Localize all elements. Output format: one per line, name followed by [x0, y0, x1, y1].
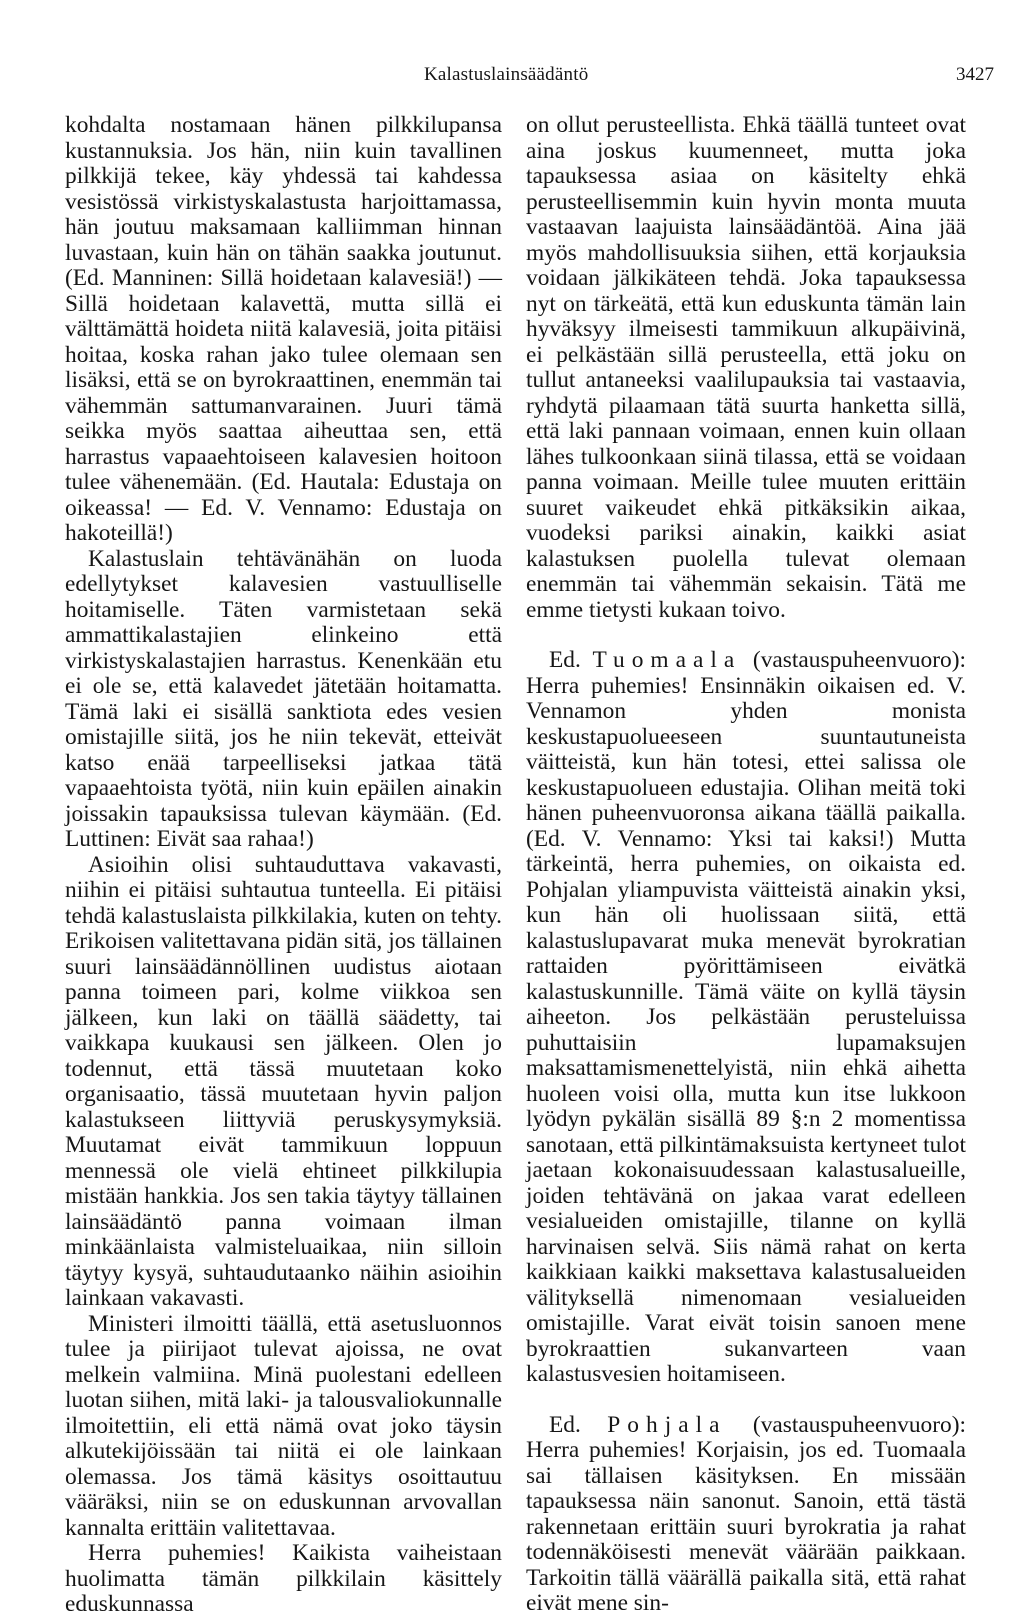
running-title: Kalastuslainsäädäntö	[424, 64, 589, 85]
page-number: 3427	[956, 64, 994, 85]
speech-pohjala	[526, 1413, 966, 1617]
speech-prefix: Ed.	[549, 1411, 608, 1438]
paragraph: Asioihin olisi suhtauduttava vakavasti, niihin ei pitäisi suhtautua tunteella. Ei pitäisi tehdä kalastuslaista pilkkilakia, kuten on tehty. Erikoisen valitettavana pidän sitä, jos tällainen suuri lainsäädännöllinen uudistus aiotaan panna toimeen pari, kolme viikkoa sen jälkeen, kun laki on täällä säädetty, tai vaikkapa kuukausi sen jälkeen. Olen jo todennut, että tässä muutetaan koko organisaatio, tässä muutetaan hyvin paljon kalastukseen liittyviä peruskysymyksiä. Muutamat eivät tammikuun loppuun mennessä ole vielä ehtineet pilkkilupia mistään hankkia. Jos sen takia täytyy tällainen lainsäädäntö panna voimaan ilman minkäänlaista valmisteluaikaa, niin silloin täytyy kysyä, suhtaudutaanko näihin asioihin lainkaan vakavasti.	[65, 851, 502, 1311]
paragraph: Kalastuslain tehtävänähän on luoda edellytykset kalavesien vastuulliselle hoitamiselle. Täten varmistetaan sekä ammattikalastajien elinkeino että virkistyskalastajien harrastus. Kenenkään etu ei ole se, että kalavedet jätetään hoitamatta. Tämä laki ei sisällä sanktiota edes vesien omistajille siitä, jos he niin tekevät, etteivät katso enää tarpeelliseksi jatkaa tätä vapaaehtoista työtä, niin kuin epäilen ainakin joissakin tapauksissa tulevan käymään. (Ed. Luttinen: Eivät saa rahaa!)	[65, 545, 502, 852]
paragraph: Ministeri ilmoitti täällä, että asetusluonnos tulee ja piirijaot tulevat ajoissa, ne ovat melkein valmiina. Minä puolestani edelleen luotan siihen, mitä laki- ja talousvaliokunnalle ilmoitettiin, eli että nämä ovat joko täysin alkutekijöissään tai niitä ei ole lainkaan olemassa. Jos tämä käsitys osoittautuu vääräksi, niin se on eduskunnan arvovallan kannalta erittäin valitettavaa.	[65, 1310, 502, 1541]
speaker-name: Pohjala	[607, 1411, 727, 1438]
paragraph: Herra puhemies! Kaikista vaiheistaan huolimatta tämän pilkkilain käsittely eduskunnassa	[65, 1540, 502, 1617]
paragraph: kohdalta nostamaan hänen pilkkilupansa kustannuksia. Jos hän, niin kuin tavallinen pilkkijä tekee, käy yhdessä tai kahdessa vesistössä virkistyskalastusta harjoittamassa, hän joutuu maksamaan kalliimman hinnan luvastaan, kuin hän on tähän saakka joutunut. (Ed. Manninen: Sillä hoidetaan kalavesiä!) — Sillä hoidetaan kalavettä, mutta sillä ei välttämättä hoideta niitä kalavesiä, joita pitäisi hoitaa, koska rahan jako tulee olemaan sen lisäksi, että se on byrokraattinen, enemmän tai vähemmän sattumanvarainen. Juuri tämä seikka myös saattaa aiheuttaa sen, että harrastus vapaaehtoiseen kalavesien hoitoon tulee vähenemään. (Ed. Hautala: Edustaja on oikeassa! — Ed. V. Vennamo: Edustaja on hakoteillä!)	[65, 112, 502, 546]
running-header	[0, 64, 1024, 88]
right-column	[526, 113, 966, 1617]
left-column	[65, 113, 502, 1618]
speech-text: (vastauspuheenvuoro): Herra puhemies! Korjaisin, jos ed. Tuomaala sai tällaisen käsityksen. En missään tapauksessa näin sanonut. Sanoin, että tästä rakennetaan erittäin suuri byrokratia ja rahat todennäköisesti menevät väärään paikkaan. Tarkoitin tällä väärällä paikalla sitä, että rahat eivät mene sin-	[526, 1411, 966, 1616]
speech-prefix: Ed.	[549, 647, 593, 673]
paragraph: on ollut perusteellista. Ehkä täällä tunteet ovat aina joskus kuumenneet, mutta joka tapauksessa asiaa on käsitelty ehkä perusteellisemmin kuin hyvin monta muuta vastaavan laajuista lainsäädäntöä. Aina jää myös mahdollisuuksia siihen, että korjauksia voidaan jälkikäteen tehdä. Joka tapauksessa nyt on tärkeätä, että kun eduskunta tämän lain hyväksyy ilmeisesti tammikuun alkupäivinä, ei pelkästään sillä perusteella, että joku on tullut antaneeksi vaalilupauksia tai vastaavia, ryhdytä pilaamaan tätä suurta hanketta sillä, että laki pannaan voimaan, ennen kuin ollaan lähes tulkoonkaan siinä tilassa, että se voidaan panna voimaan. Meille tulee muuten erittäin suuret vaikeudet ehkä pitkäksikin aikaa, vuodeksi pariksi ainakin, kaikki asiat kalastuksen puolella tulevat olemaan enemmän tai vähemmän sekaisin. Tätä me emme tietysti kukaan toivo.	[526, 112, 966, 623]
speaker-name: Tuomaala	[592, 647, 742, 673]
speech-tuomaala	[526, 648, 966, 1388]
speech-text: (vastauspuheenvuoro): Herra puhemies! Ensinnäkin oikaisen ed. V. Vennamon yhden monista keskustapuolueeseen suuntautuneista väitteistä, kun hän totesi, ettei salissa ole keskustapuolueen edustajia. Olihan meitä toki hänen puheenvuoronsa aikana täällä paikalla. (Ed. V. Vennamo: Yksi tai kaksi!) Mutta tärkeintä, herra puhemies, on oikaista ed. Pohjalan yliampuvista väitteistä ainakin yksi, kun hän oli huolissaan siitä, että kalastuslupavarat muka menevät byrokratian rattaiden pyörittämiseen eivätkä kalastuskunnille. Tämä väite on kyllä täysin aiheeton. Jos pelkästään perusteluissa puhuttaisiin lupamaksujen maksattamismenettelyistä, niin ehkä aihetta huoleen voisi olla, mutta kun itse lukkoon lyödyn pykälän sisällä 89 §:n 2 momentissa sanotaan, että pilkintämaksuista kertyneet tulot jaetaan kokonaisuudessaan kalastusalueille, joiden tehtävänä on jakaa varat edelleen vesialueiden omistajille, tilanne on kyllä harvinaisen selvä. Siis nämä rahat on kerta kaikkiaan kaikki maksettava kalastusalueiden välityksellä nimenomaan vesialueiden omistajille. Varat eivät toisin sanoen mene byrokraattien sukanvarteen vaan kalastusvesien hoitamiseen.	[526, 647, 966, 1387]
